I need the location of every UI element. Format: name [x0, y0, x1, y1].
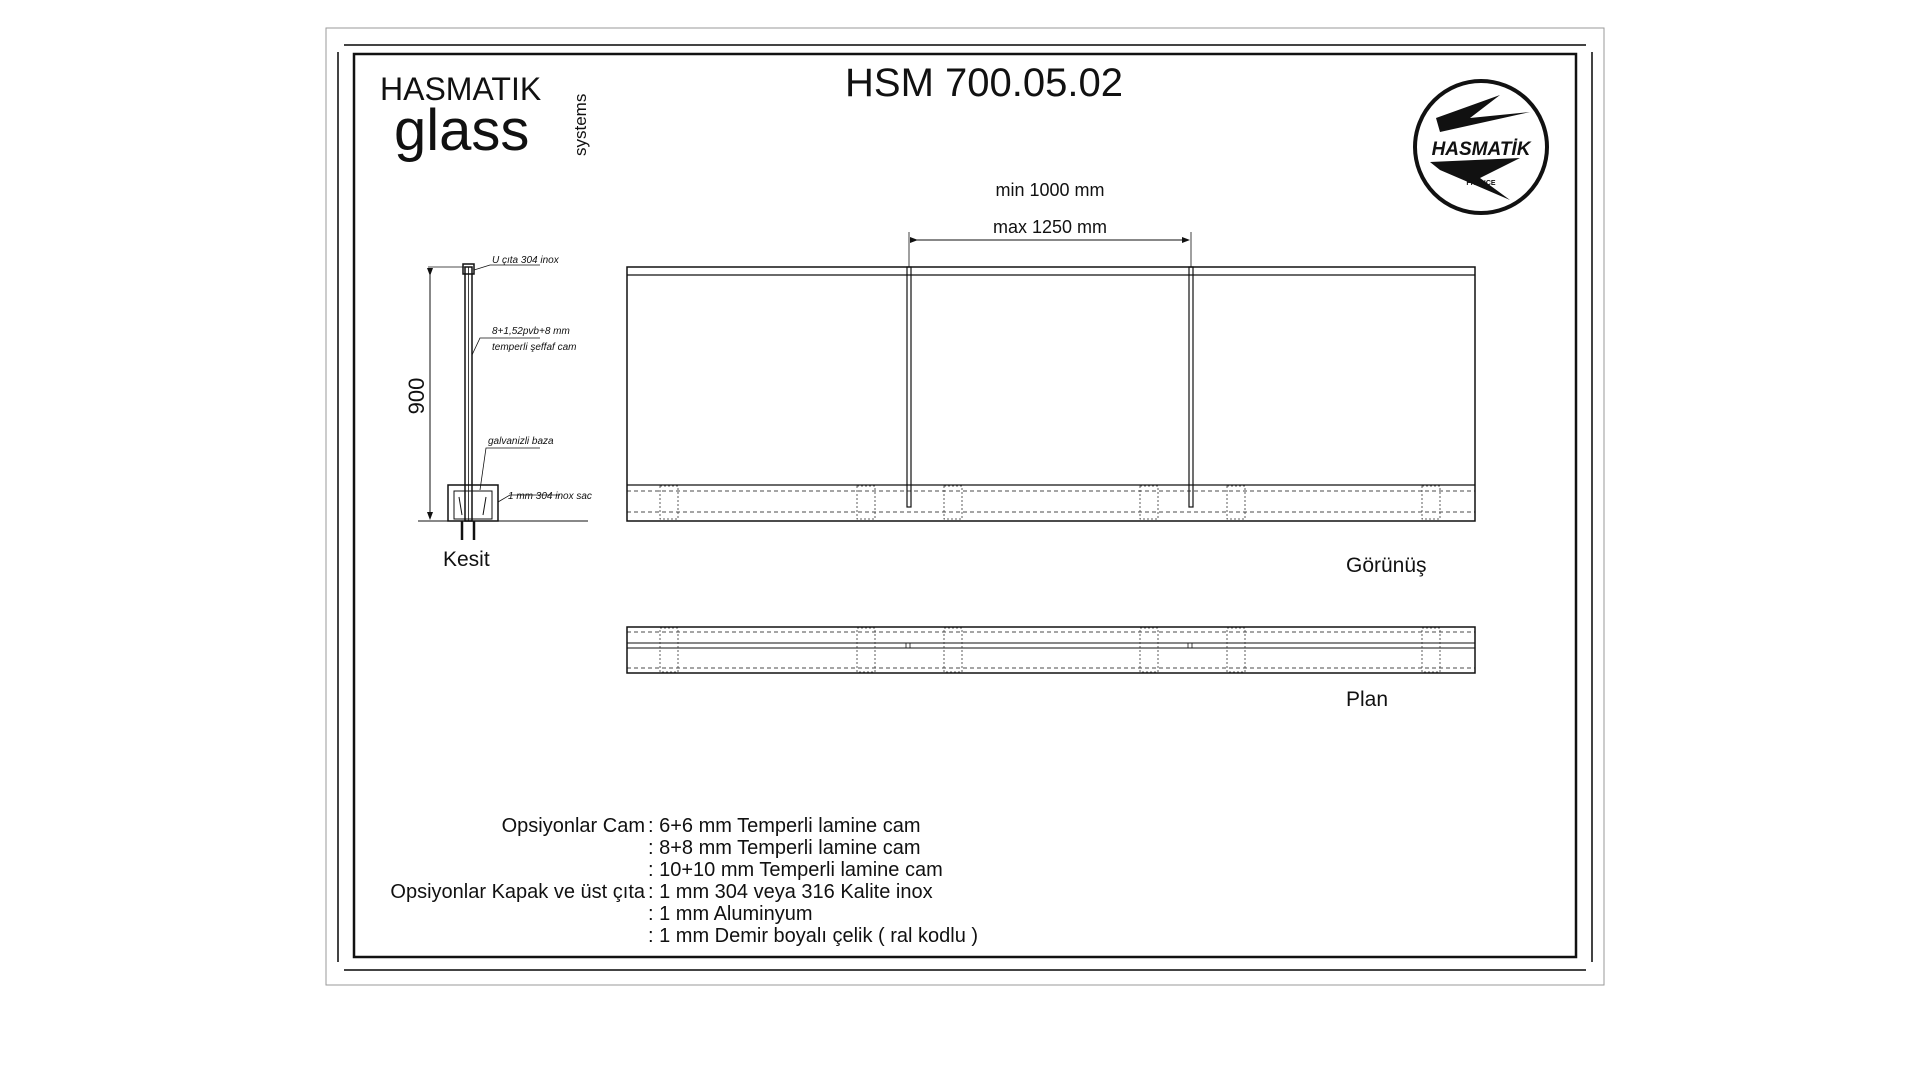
brand-line-systems: systems [571, 93, 590, 156]
elevation-view [627, 232, 1475, 521]
brand-line-glass: glass [394, 98, 530, 163]
plan-caption: Plan [1346, 688, 1389, 711]
elevation-dim-min: min 1000 mm [995, 180, 1105, 200]
section-height-label: 900 [404, 377, 429, 415]
sheet-frame [326, 28, 1604, 985]
drawing-title: HSM 700.05.02 [845, 61, 1123, 105]
option-value: : 6+6 mm Temperli lamine cam [648, 815, 921, 837]
option-value: : 1 mm 304 veya 316 Kalite inox [648, 881, 933, 903]
option-label: Opsiyonlar Kapak ve üst çıta [390, 881, 645, 903]
section-callout-cap: U çıta 304 inox [492, 255, 559, 266]
logo-subtext: FRANCE [1466, 180, 1496, 187]
plan-anchors [660, 628, 1440, 672]
option-value: : 1 mm Demir boyalı çelik ( ral kodlu ) [648, 925, 979, 947]
section-callout-glass-type: temperli şeffaf cam [492, 342, 577, 353]
brand-line-hasmatik: HASMATIK [380, 71, 542, 107]
option-value: : 1 mm Aluminyum [648, 903, 813, 925]
option-value: : 10+10 mm Temperli lamine cam [648, 859, 943, 881]
elevation-dim-max: max 1250 mm [992, 217, 1108, 237]
section-caption: Kesit [443, 548, 490, 571]
section-callout-sheet: 1 mm 304 inox sac [508, 491, 592, 502]
plan-view [627, 627, 1475, 673]
option-value: : 8+8 mm Temperli lamine cam [648, 837, 921, 859]
options-list [390, 815, 978, 947]
hasmatik-logo [1415, 81, 1547, 213]
section-callout-glass: 8+1,52pvb+8 mm [492, 326, 570, 337]
brand-block [380, 71, 590, 163]
section-callout-base: galvanizli baza [488, 436, 554, 447]
option-label: Opsiyonlar Cam [501, 815, 645, 837]
logo-text: HASMATİK [1431, 139, 1531, 160]
elevation-caption: Görünüş [1346, 554, 1427, 577]
